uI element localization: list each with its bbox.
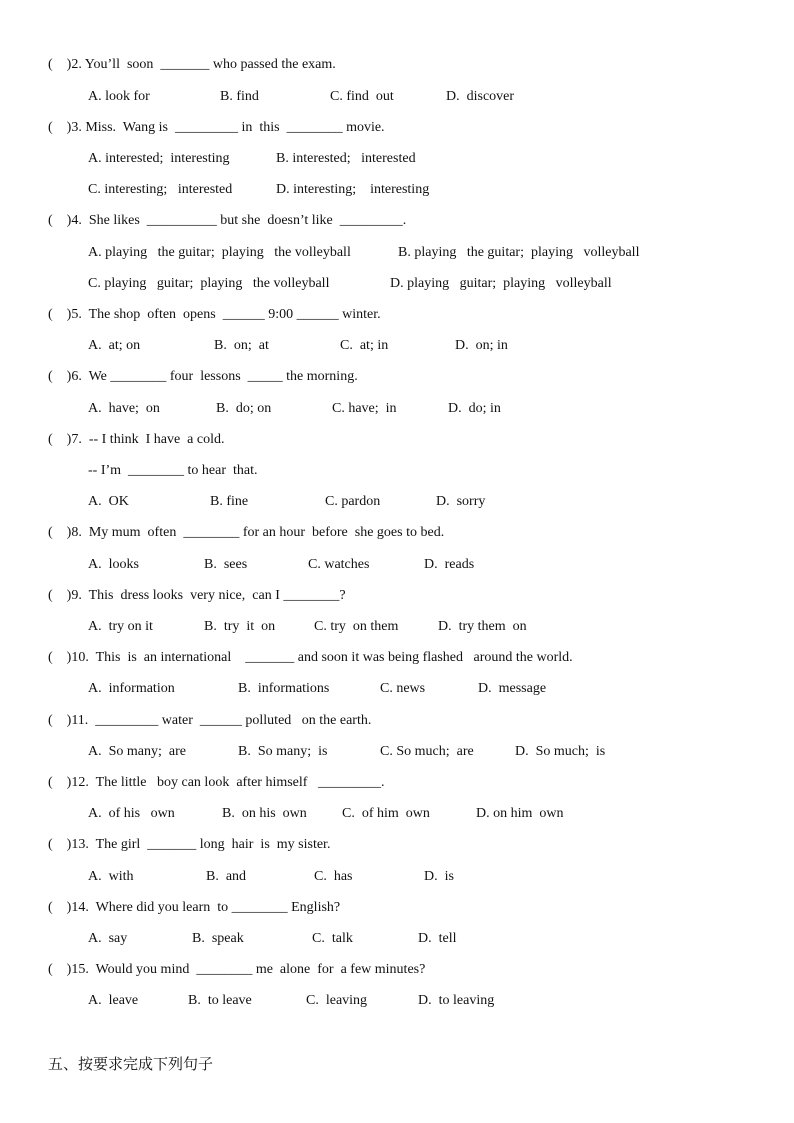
q13-option-b: B. and: [206, 869, 247, 884]
q2-option-b: B. find: [220, 89, 259, 104]
q9-option-b: B. try it on: [204, 619, 276, 634]
q14-option-c: C. talk: [312, 931, 353, 946]
q3-option-d: D. interesting; interesting: [276, 182, 430, 197]
q10-option-a: A. information: [88, 681, 175, 696]
question-14-stem: ( )14. Where did you learn to ________ English?: [48, 900, 341, 915]
question-4-stem: ( )4. She likes __________ but she doesn’t like _________.: [48, 213, 407, 228]
q10-option-c: C. news: [380, 681, 426, 696]
q4-option-b: B. playing the guitar; playing volleyball: [398, 245, 640, 260]
q10-option-b: B. informations: [238, 681, 330, 696]
q6-option-d: D. do; in: [448, 401, 501, 416]
q2-option-d: D. discover: [446, 89, 515, 104]
q7-option-d: D. sorry: [436, 494, 486, 509]
question-11-stem: ( )11. _________ water ______ polluted on the earth.: [48, 713, 372, 728]
q15-option-a: A. leave: [88, 993, 139, 1008]
q8-option-c: C. watches: [308, 557, 370, 572]
q2-option-a: A. look for: [88, 89, 150, 104]
q3-option-a: A. interested; interesting: [88, 151, 230, 166]
q4-option-c: C. playing guitar; playing the volleyball: [88, 276, 330, 291]
q8-option-d: D. reads: [424, 557, 475, 572]
question-5-stem: ( )5. The shop often opens ______ 9:00 ______ winter.: [48, 307, 381, 322]
question-13-stem: ( )13. The girl _______ long hair is my sister.: [48, 837, 331, 852]
question-7-stem: ( )7. -- I think I have a cold.: [48, 432, 225, 447]
q15-option-c: C. leaving: [306, 993, 368, 1008]
q14-option-b: B. speak: [192, 931, 244, 946]
question-2-stem: ( )2. You’ll soon _______ who passed the exam.: [48, 57, 336, 72]
q15-option-d: D. to leaving: [418, 993, 495, 1008]
q7-option-a: A. OK: [88, 494, 129, 509]
q13-option-a: A. with: [88, 869, 134, 884]
q6-option-a: A. have; on: [88, 401, 160, 416]
q7-option-c: C. pardon: [325, 494, 381, 509]
q11-option-a: A. So many; are: [88, 744, 186, 759]
question-12-stem: ( )12. The little boy can look after himself _________.: [48, 775, 385, 790]
q6-option-b: B. do; on: [216, 401, 272, 416]
question-8-stem: ( )8. My mum often ________ for an hour before she goes to bed.: [48, 525, 445, 540]
q13-option-c: C. has: [314, 869, 353, 884]
q5-option-a: A. at; on: [88, 338, 141, 353]
q13-option-d: D. is: [424, 869, 454, 884]
q14-option-d: D. tell: [418, 931, 457, 946]
question-7-response: -- I’m ________ to hear that.: [88, 463, 258, 478]
question-3-stem: ( )3. Miss. Wang is _________ in this ________ movie.: [48, 120, 385, 135]
q3-option-c: C. interesting; interested: [88, 182, 233, 197]
q3-option-b: B. interested; interested: [276, 151, 416, 166]
q12-option-a: A. of his own: [88, 806, 175, 821]
q12-option-b: B. on his own: [222, 806, 307, 821]
q5-option-b: B. on; at: [214, 338, 269, 353]
question-15-stem: ( )15. Would you mind ________ me alone for a few minutes?: [48, 962, 426, 977]
q5-option-d: D. on; in: [455, 338, 508, 353]
q14-option-a: A. say: [88, 931, 128, 946]
question-9-stem: ( )9. This dress looks very nice, can I ________?: [48, 588, 346, 603]
q9-option-c: C. try on them: [314, 619, 399, 634]
q11-option-c: C. So much; are: [380, 744, 474, 759]
q10-option-d: D. message: [478, 681, 547, 696]
question-10-stem: ( )10. This is an international _______ and soon it was being flashed around the world.: [48, 650, 573, 665]
q8-option-a: A. looks: [88, 557, 139, 572]
q9-option-a: A. try on it: [88, 619, 153, 634]
q8-option-b: B. sees: [204, 557, 248, 572]
q4-option-d: D. playing guitar; playing volleyball: [390, 276, 612, 291]
q4-option-a: A. playing the guitar; playing the volleyball: [88, 245, 351, 260]
q12-option-d: D. on him own: [476, 806, 564, 821]
q7-option-b: B. fine: [210, 494, 249, 509]
section-heading: 五、按要求完成下列句子: [48, 1055, 214, 1073]
q11-option-b: B. So many; is: [238, 744, 328, 759]
q12-option-c: C. of him own: [342, 806, 430, 821]
q11-option-d: D. So much; is: [515, 744, 606, 759]
q5-option-c: C. at; in: [340, 338, 389, 353]
question-6-stem: ( )6. We ________ four lessons _____ the morning.: [48, 369, 358, 384]
q15-option-b: B. to leave: [188, 993, 252, 1008]
q9-option-d: D. try them on: [438, 619, 527, 634]
q2-option-c: C. find out: [330, 89, 394, 104]
q6-option-c: C. have; in: [332, 401, 397, 416]
